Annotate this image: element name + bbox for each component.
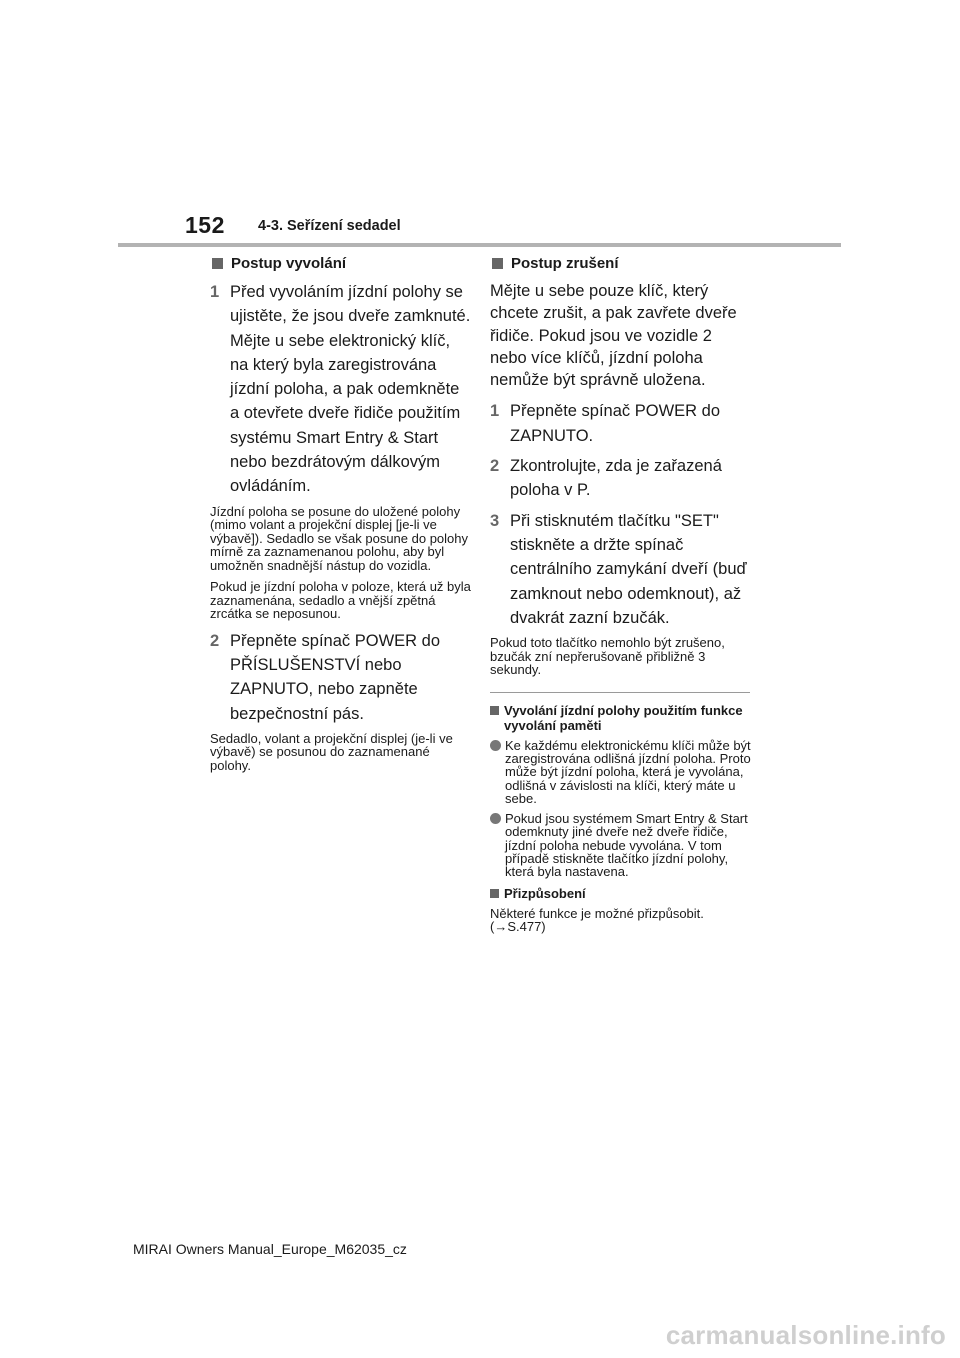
step-1: 1 Před vyvoláním jízdní polohy se ujistěte, že jsou dveře zamknuté. Mějte u sebe elektronický klíč, na který byla zaregistrována jízdní poloha, a pak odemkněte a otevřete dveře řidiče použitím systému Smart Entry & Start nebo bezdrátovým dálkovým ovládáním.: [210, 283, 471, 496]
left-column: [210, 254, 472, 780]
watermark: carmanualsonline.info: [665, 1320, 946, 1350]
page-number: 152: [185, 212, 225, 238]
cancel-note: Pokud toto tlačítko nemohlo být zrušeno, bzučák zní nepřerušovaně přibližně 3 sekundy.: [490, 635, 725, 678]
note-2: Pokud je jízdní poloha v poloze, která už byla zaznamenána, sedadlo a vnější zpětná zrcátka se neposunou.: [210, 579, 471, 622]
right-column: [490, 254, 752, 942]
heading-recall: Postup vyvolání: [210, 254, 472, 274]
heading-memory-recall: Vyvolání jízdní polohy použitím funkce vyvolání paměti: [490, 703, 752, 733]
circle-bullet-icon: [490, 740, 501, 751]
section-divider: [490, 692, 750, 693]
section-title: 4-3. Seřízení sedadel: [258, 218, 401, 234]
heading-customization: Přizpůsobení: [490, 886, 752, 901]
heading-cancel: Postup zrušení: [490, 254, 752, 274]
bullet-item-2: Pokud jsou systémem Smart Entry & Start odemknuty jiné dveře než dveře řidiče, jízdní poloha nebude vyvolána. V tom případě stiskněte tlačítko jízdní polohy, která byla nastavena.: [490, 812, 752, 878]
customization-text: Některé funkce je možné přizpůsobit. (→S.477): [490, 905, 704, 935]
square-bullet-icon: [212, 258, 223, 269]
bullet-item-1: Ke každému elektronickému klíči může být zaregistrována odlišná jízdní poloha. Proto může být jízdní poloha, která je vyvolána, odlišná v závislosti na klíči, který máte u sebe.: [490, 739, 752, 805]
cancel-step-2: 2 Zkontrolujte, zda je zařazená poloha v P.: [490, 457, 722, 500]
page-reference-link[interactable]: (→S.477): [490, 919, 546, 935]
cancel-step-1: 1 Přepněte spínač POWER do ZAPNUTO.: [490, 402, 721, 445]
square-bullet-icon: [490, 706, 499, 715]
step-2: 2 Přepněte spínač POWER do PŘÍSLUŠENSTVÍ nebo ZAPNUTO, nebo zapněte bezpečnostní pás.: [210, 631, 441, 723]
note-1: Jízdní poloha se posune do uložené polohy (mimo volant a projekční displej [je-li ve výbavě]). Sedadlo se však posune do polohy mírně za zaznamenanou polohu, aby byl umožněn snadnější nástup do vozidla.: [210, 503, 469, 573]
manual-id: MIRAI Owners Manual_Europe_M62035_cz: [133, 1241, 407, 1257]
cancel-intro: Mějte u sebe pouze klíč, který chcete zrušit, a pak zavřete dveře řidiče. Pokud jsou ve vozidle 2 nebo více klíčů, jízdní poloha nemůže být správně uložena.: [490, 282, 737, 390]
square-bullet-icon: [490, 889, 499, 898]
header-rule: [118, 243, 841, 247]
note-3: Sedadlo, volant a projekční displej (je-li ve výbavě) se posunou do zaznamenané polohy.: [210, 730, 453, 773]
square-bullet-icon: [492, 258, 503, 269]
circle-bullet-icon: [490, 813, 501, 824]
cancel-step-3: 3 Při stisknutém tlačítku "SET" stiskněte a držte spínač centrálního zamykání dveří (buď zamknout nebo odemknout), až dvakrát zazní bzučák.: [490, 511, 747, 627]
